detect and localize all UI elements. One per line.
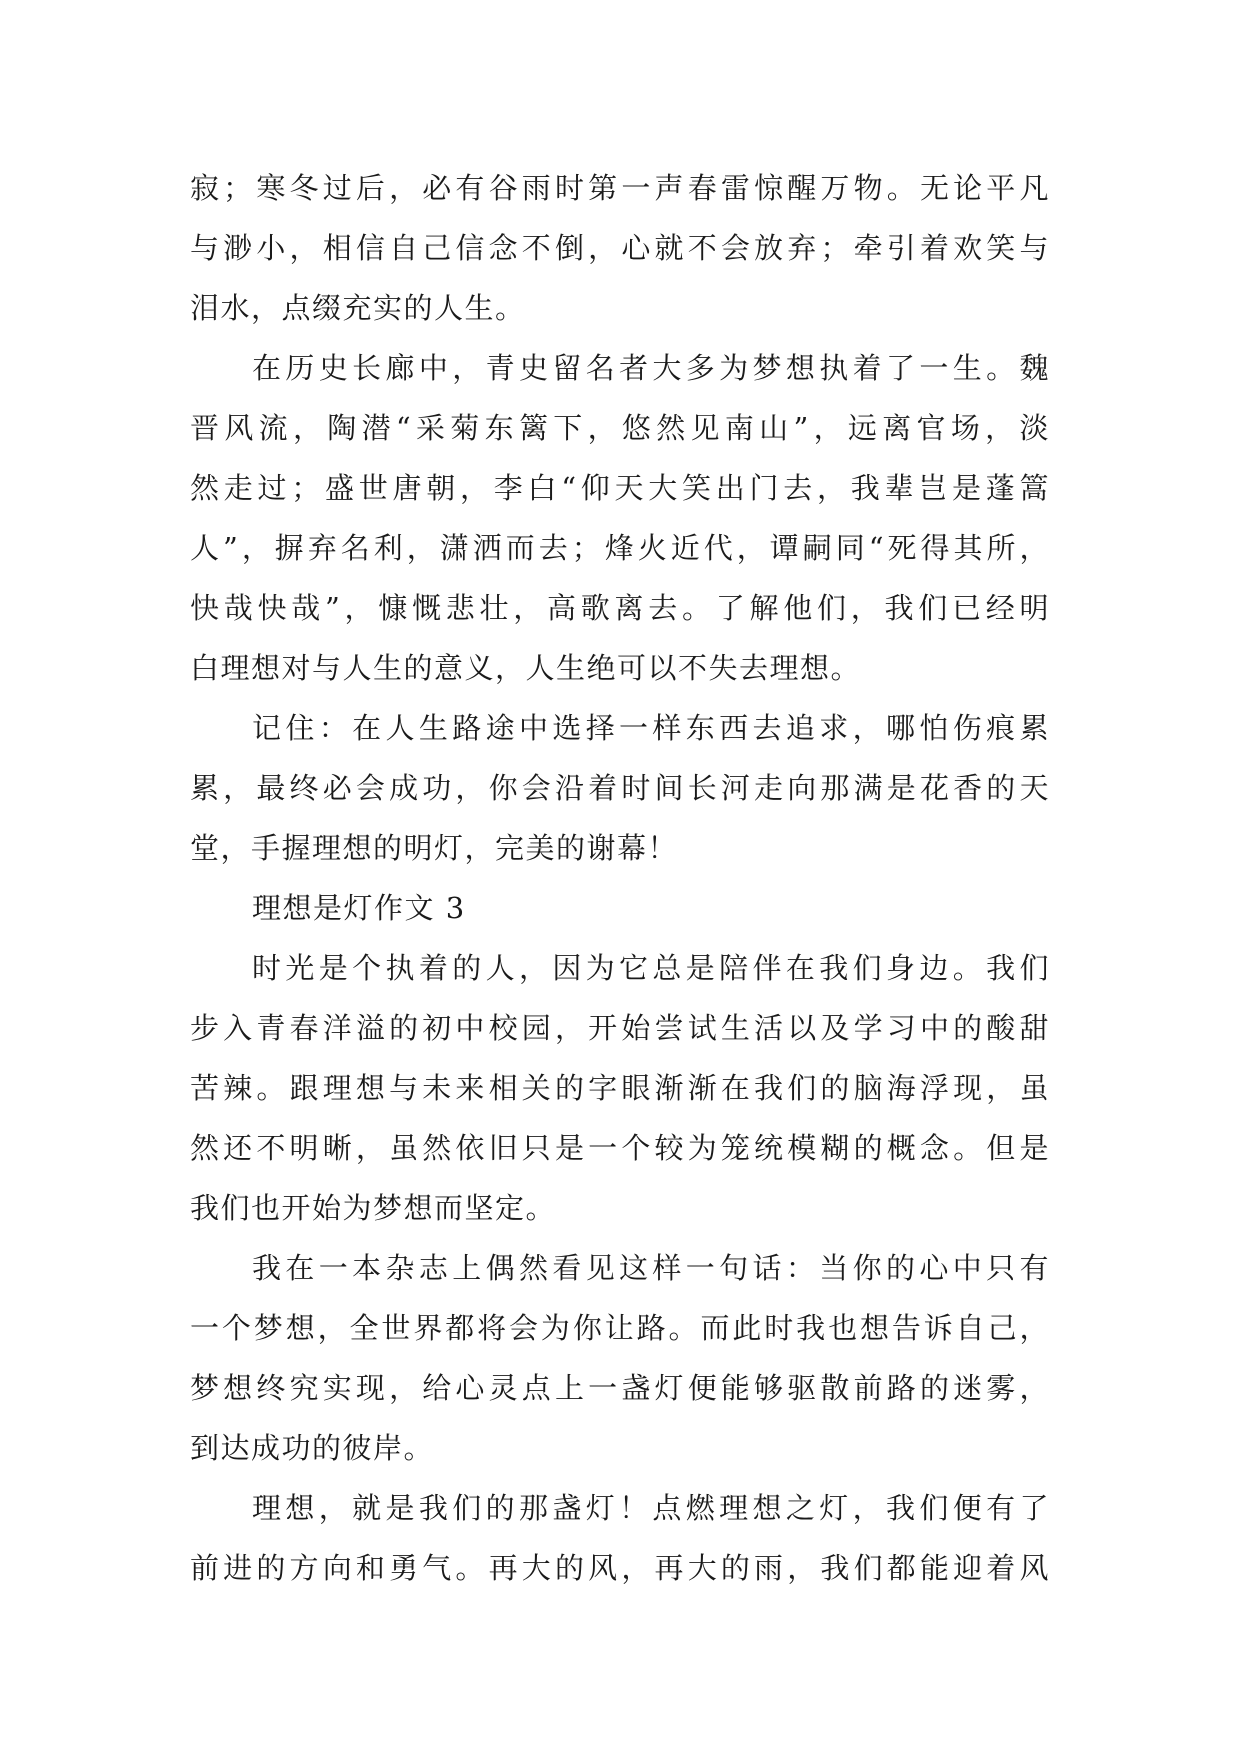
paragraph	[190, 158, 1050, 338]
text-line: 前进的方向和勇气。再大的风，再大的雨，我们都能迎着风	[190, 1551, 1050, 1585]
text-line: 快哉快哉”，慷慨悲壮，高歌离去。了解他们，我们已经明	[190, 591, 1050, 625]
text-line: 然走过；盛世唐朝，李白“仰天大笑出门去，我辈岂是蓬篙	[190, 471, 1050, 505]
text-line: 堂，手握理想的明灯，完美的谢幕！	[190, 831, 679, 865]
paragraph	[190, 1238, 1050, 1478]
text-line: 与渺小，相信自己信念不倒，心就不会放弃；牵引着欢笑与	[190, 231, 1050, 265]
text-line: 然还不明晰，虽然依旧只是一个较为笼统模糊的概念。但是	[190, 1131, 1050, 1165]
text-line: 理想，就是我们的那盏灯！点燃理想之灯，我们便有了	[252, 1491, 1050, 1525]
paragraph	[190, 1478, 1050, 1598]
text-line: 泪水，点缀充实的人生。	[190, 291, 526, 325]
text-line: 我们也开始为梦想而坚定。	[190, 1191, 557, 1225]
text-line: 到达成功的彼岸。	[190, 1431, 435, 1465]
paragraph	[190, 338, 1050, 698]
text-line: 累，最终必会成功，你会沿着时间长河走向那满是花香的天	[190, 771, 1050, 805]
text-line: 寂；寒冬过后，必有谷雨时第一声春雷惊醒万物。无论平凡	[190, 171, 1050, 205]
section-heading	[190, 878, 1050, 938]
text-line: 梦想终究实现，给心灵点上一盏灯便能够驱散前路的迷雾，	[190, 1371, 1050, 1405]
text-line: 晋风流，陶潜“采菊东篱下，悠然见南山”，远离官场，淡	[190, 411, 1050, 445]
text-line: 我在一本杂志上偶然看见这样一句话：当你的心中只有	[252, 1251, 1050, 1285]
text-line: 记住：在人生路途中选择一样东西去追求，哪怕伤痕累	[252, 711, 1050, 745]
paragraph	[190, 698, 1050, 878]
text-line: 时光是个执着的人，因为它总是陪伴在我们身边。我们	[252, 951, 1050, 985]
document-body	[190, 158, 1050, 1598]
text-line: 在历史长廊中，青史留名者大多为梦想执着了一生。魏	[252, 351, 1050, 385]
text-line: 步入青春洋溢的初中校园，开始尝试生活以及学习中的酸甜	[190, 1011, 1050, 1045]
text-line: 一个梦想，全世界都将会为你让路。而此时我也想告诉自己，	[190, 1311, 1050, 1345]
text-line: 苦辣。跟理想与未来相关的字眼渐渐在我们的脑海浮现，虽	[190, 1071, 1050, 1105]
paragraph	[190, 938, 1050, 1238]
text-line: 白理想对与人生的意义，人生绝可以不失去理想。	[190, 651, 862, 685]
heading-line: 理想是灯作文 3	[252, 891, 466, 925]
text-line: 人”，摒弃名利，潇洒而去；烽火近代，谭嗣同“死得其所，	[190, 531, 1050, 565]
